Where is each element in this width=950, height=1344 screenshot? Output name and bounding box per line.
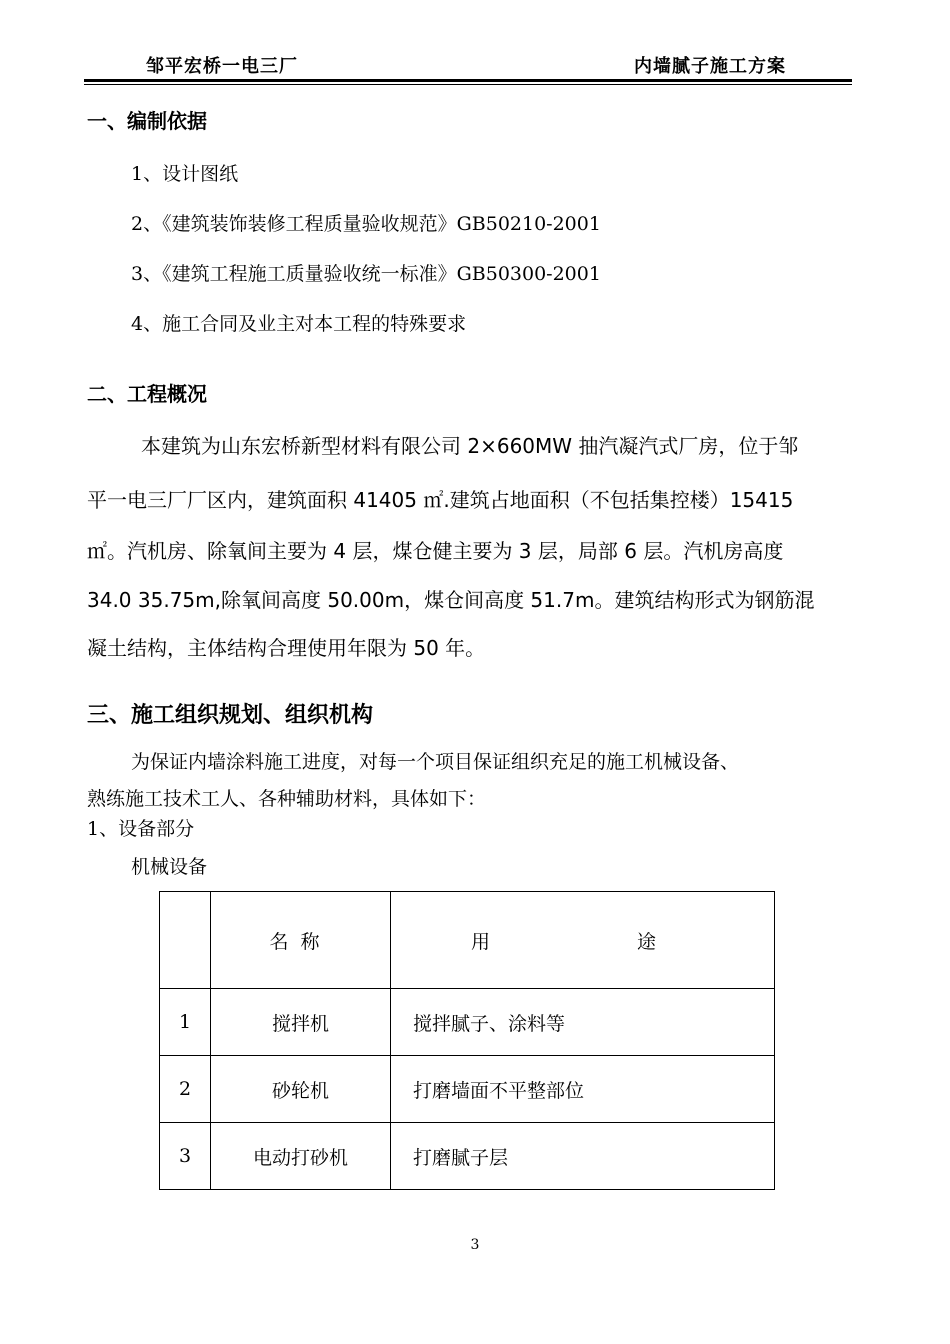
table-row xyxy=(160,1123,775,1190)
section2-title: 二、工程概况 xyxy=(87,382,207,406)
row-no: 3 xyxy=(160,1123,211,1190)
header-use-char-2: 途 xyxy=(636,930,656,953)
row-use: 打磨腻子层 xyxy=(391,1123,775,1190)
section2-line-1: 本建筑为山东宏桥新型材料有限公司 2×660MW 抽汽凝汽式厂房，位于邹 xyxy=(141,434,799,458)
row-use: 搅拌腻子、涂料等 xyxy=(391,989,775,1056)
table-row xyxy=(160,1056,775,1123)
section2-line-5: 凝土结构，主体结构合理使用年限为 50 年。 xyxy=(87,636,486,660)
section2-line-2: 平一电三厂厂区内，建筑面积 41405 ㎡.建筑占地面积（不包括集控楼）15415 xyxy=(87,488,794,512)
equipment-table xyxy=(159,891,775,1190)
section3-intro-line-2: 熟练施工技术工人、各种辅助材料，具体如下： xyxy=(87,788,487,810)
row-name: 搅拌机 xyxy=(211,989,391,1056)
header-document-title: 内墙腻子施工方案 xyxy=(634,56,786,77)
header-rule-thick xyxy=(84,79,852,82)
header-use-char-1: 用 xyxy=(471,930,491,953)
row-no: 1 xyxy=(160,989,211,1056)
section2-line-4: 34.0 35.75m,除氧间高度 50.00m，煤仓间高度 51.7m。建筑结构形式为钢筋混 xyxy=(87,588,815,612)
header-rule-thin xyxy=(84,84,852,85)
section2-line-3: ㎡。汽机房、除氧间主要为 4 层，煤仓健主要为 3 层，局部 6 层。汽机房高度 xyxy=(87,539,784,563)
section3-title: 三、施工组织规划、组织机构 xyxy=(87,703,374,728)
table-row xyxy=(160,989,775,1056)
header-project-name: 邹平宏桥一电三厂 xyxy=(146,56,298,77)
page-header xyxy=(84,48,852,78)
page-number: 3 xyxy=(470,1237,480,1253)
row-no: 2 xyxy=(160,1056,211,1123)
section1-item-2: 2、《建筑装饰装修工程质量验收规范》GB50210-2001 xyxy=(131,213,601,235)
section1-item-4: 4、施工合同及业主对本工程的特殊要求 xyxy=(131,313,467,335)
table-header-row xyxy=(160,892,775,989)
header-no xyxy=(160,892,211,989)
header-name xyxy=(211,892,391,989)
section1-item-3: 3、《建筑工程施工质量验收统一标准》GB50300-2001 xyxy=(131,263,601,285)
row-use: 打磨墙面不平整部位 xyxy=(391,1056,775,1123)
section3-subtitle: 1、设备部分 xyxy=(87,818,195,840)
row-name: 砂轮机 xyxy=(211,1056,391,1123)
section3-intro-line-1: 为保证内墙涂料施工进度，对每一个项目保证组织充足的施工机械设备、 xyxy=(131,751,740,773)
row-name: 电动打砂机 xyxy=(211,1123,391,1190)
header-use xyxy=(391,892,775,989)
table-caption: 机械设备 xyxy=(131,856,208,878)
section1-item-1: 1、设计图纸 xyxy=(131,163,239,185)
header-name-label: 名称 xyxy=(269,930,332,953)
section1-title: 一、编制依据 xyxy=(87,109,207,133)
